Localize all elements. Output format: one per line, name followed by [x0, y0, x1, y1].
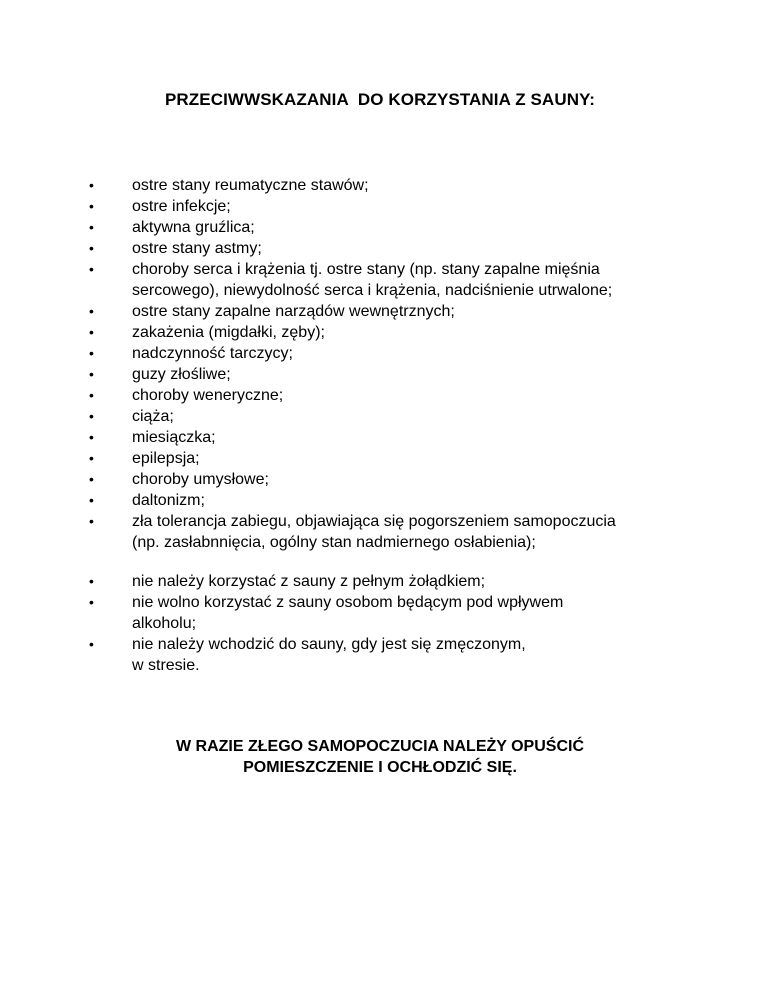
bullet-icon: • [89, 450, 94, 466]
list-item-text: nadczynność tarczycy; [132, 345, 293, 362]
bullet-icon: • [89, 636, 94, 652]
list-item-text: choroby serca i krążenia tj. ostre stany (np. stany zapalne mięśnia sercowego), niewydolność serca i krążenia, nadciśnienie utrwalone; [132, 261, 613, 299]
bullet-icon: • [89, 240, 94, 256]
list-item [89, 634, 709, 676]
list-item-text: nie wolno korzystać z sauny osobom będącym pod wpływem alkoholu; [132, 594, 564, 632]
list-item-text: epilepsja; [132, 450, 200, 467]
list-item [89, 364, 709, 385]
list-item-text: zakażenia (migdałki, zęby); [132, 324, 325, 341]
list-item [89, 406, 709, 427]
bullet-icon: • [89, 513, 94, 529]
bullet-icon: • [89, 471, 94, 487]
bullet-icon: • [89, 324, 94, 340]
list-item-text: ostre stany astmy; [132, 240, 262, 257]
list-item [89, 217, 709, 238]
list-item [89, 259, 709, 301]
list-item-text: ostre stany reumatyczne stawów; [132, 177, 369, 194]
list-item [89, 592, 709, 634]
list-item-text: choroby weneryczne; [132, 387, 284, 404]
list-item-text: ostre stany zapalne narządów wewnętrznych; [132, 303, 455, 320]
list-item-text: nie należy wchodzić do sauny, gdy jest się zmęczonym, w stresie. [132, 636, 526, 674]
bullet-icon: • [89, 492, 94, 508]
list-item [89, 175, 709, 196]
bullet-icon: • [89, 387, 94, 403]
document-title: PRZECIWWSKAZANIA DO KORZYSTANIA Z SAUNY: [164, 90, 596, 109]
list-item-text: choroby umysłowe; [132, 471, 269, 488]
bullet-icon: • [89, 177, 94, 193]
list-item [89, 490, 709, 511]
list-item-text: daltonizm; [132, 492, 205, 509]
list-item [89, 301, 709, 322]
bullet-icon: • [89, 366, 94, 382]
list-item [89, 469, 709, 490]
list-item [89, 196, 709, 217]
bullet-icon: • [89, 594, 94, 610]
list-item [89, 511, 709, 553]
list-item-text: nie należy korzystać z sauny z pełnym żołądkiem; [132, 573, 486, 590]
list-item-text: guzy złośliwe; [132, 366, 231, 383]
bullet-icon: • [89, 198, 94, 214]
bullet-icon: • [89, 303, 94, 319]
list-item-text: aktywna gruźlica; [132, 219, 255, 236]
list-item-text: ciąża; [132, 408, 174, 425]
bullet-icon: • [89, 573, 94, 589]
contraindications-list [89, 175, 709, 553]
list-item-text: miesiączka; [132, 429, 216, 446]
bullet-icon: • [89, 219, 94, 235]
list-item [89, 343, 709, 364]
final-warning-note: W RAZIE ZŁEGO SAMOPOCZUCIA NALEŻY OPUŚCIĆ POMIESZCZENIE I OCHŁODZIĆ SIĘ. [175, 738, 584, 776]
bullet-icon: • [89, 429, 94, 445]
list-item [89, 427, 709, 448]
list-item-text: ostre infekcje; [132, 198, 231, 215]
bullet-icon: • [89, 261, 94, 277]
warnings-list [89, 571, 709, 676]
list-item-text: zła tolerancja zabiegu, objawiająca się pogorszeniem samopoczucia (np. zasłabnnięcia, ogólny stan nadmiernego osłabienia); [132, 513, 616, 551]
list-item [89, 322, 709, 343]
list-item [89, 385, 709, 406]
bullet-icon: • [89, 345, 94, 361]
list-item [89, 571, 709, 592]
list-item [89, 238, 709, 259]
list-item [89, 448, 709, 469]
bullet-icon: • [89, 408, 94, 424]
